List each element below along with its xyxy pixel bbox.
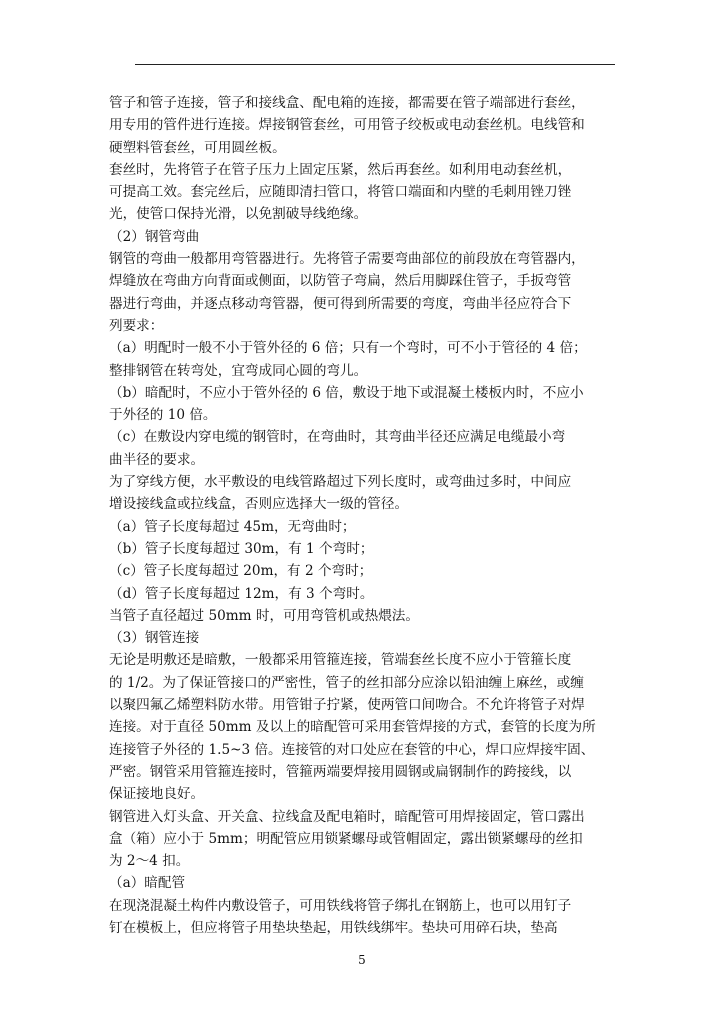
text-line: 严密。钢管采用管箍连接时，管箍两端要焊接用圆钢或扁钢制作的跨接线，以 [109,763,572,780]
text-line: （c）管子长度每超过 20m，有 2 个弯时； [109,563,373,580]
text-line: 的 1/2。为了保证管接口的严密性，管子的丝扣部分应涂以铅油缠上麻丝，或缠 [109,674,584,691]
text-line: 无论是明敷还是暗敷，一般都采用管箍连接，管端套丝长度不应小于管箍长度 [109,652,572,669]
text-line: 钉在模板上，但应将管子用垫块垫起，用铁线绑牢。垫块可用碎石块，垫高 [109,919,558,936]
text-line: 钢管的弯曲一般都用弯管器进行。先将管子需要弯曲部位的前段放在弯管器内， [109,251,585,268]
text-line: 盒（箱）应小于 5mm；明配管应用锁紧螺母或管帽固定，露出锁紧螺母的丝扣 [109,830,583,847]
text-line: （a）管子长度每超过 45m，无弯曲时； [109,518,356,535]
text-line: （a）暗配管 [109,875,186,892]
text-line: 在现浇混凝土构件内敷设管子，可用铁线将管子绑扎在钢筋上，也可以用钉子 [109,897,572,914]
page-number: 5 [358,953,366,967]
text-line: 连接。对于直径 50mm 及以上的暗配管可采用套管焊接的方式，套管的长度为所 [109,719,596,736]
text-line: （d）管子长度每超过 12m，有 3 个弯时。 [109,585,374,602]
text-line: 以聚四氟乙烯塑料防水带。用管钳子拧紧，使两管口间吻合。不允许将管子对焊 [109,697,585,714]
text-line: 曲半径的要求。 [109,451,205,468]
text-line: （3）钢管连接 [109,630,200,647]
text-line: 为了穿线方便，水平敷设的电线管路超过下列长度时，或弯曲过多时，中间应 [109,474,572,491]
header-rule [135,64,615,65]
text-line: 套丝时，先将管子在管子压力上固定压紧，然后再套丝。如利用电动套丝机， [109,161,572,178]
text-line: 为 2～4 扣。 [109,853,190,870]
text-line: 保证接地良好。 [109,786,205,803]
text-line: （a）明配时一般不小于管外径的 6 倍；只有一个弯时，可不小于管径的 4 倍； [109,340,587,357]
text-line: （c）在敷设内穿电缆的钢管时，在弯曲时，其弯曲半径还应满足电缆最小弯 [109,429,566,446]
text-line: （2）钢管弯曲 [109,228,200,245]
text-line: 增设接线盒或拉线盒，否则应选择大一级的管径。 [109,496,409,513]
body-text [109,92,625,939]
text-line: 当管子直径超过 50mm 时，可用弯管机或热煨法。 [109,607,419,624]
text-line: 器进行弯曲，并逐点移动弯管器，便可得到所需要的弯度，弯曲半径应符合下 [109,295,572,312]
text-line: 硬塑料管套丝，可用圆丝板。 [109,139,286,156]
text-line: 光，使管口保持光滑，以免割破导线绝缘。 [109,206,368,223]
text-line: 管子和管子连接，管子和接线盒、配电箱的连接，都需要在管子端部进行套丝， [109,95,585,111]
text-line: 钢管进入灯头盒、开关盒、拉线盒及配电箱时，暗配管可用焊接固定，管口露出 [109,808,585,825]
text-line: 于外径的 10 倍。 [109,407,217,424]
text-line: 焊缝放在弯曲方向背面或侧面，以防管子弯扁，然后用脚踩住管子，手扳弯管 [109,273,572,290]
text-line: 可提高工效。套完丝后，应随即清扫管口，将管口端面和内壁的毛刺用锉刀锉 [109,184,572,201]
text-line: 整排钢管在转弯处，宜弯成同心圆的弯儿。 [109,362,368,379]
text-line: 列要求： [109,317,164,334]
text-line: （b）管子长度每超过 30m，有 1 个弯时； [109,540,374,557]
text-line: 用专用的管件进行连接。焊接钢管套丝，可用管子绞板或电动套丝机。电线管和 [109,117,585,134]
text-line: （b）暗配时，不应小于管外径的 6 倍，敷设于地下或混凝土楼板内时，不应小 [109,384,584,401]
text-line: 连接管子外径的 1.5~3 倍。连接管的对口处应在套管的中心，焊口应焊接牢固、 [109,741,595,758]
